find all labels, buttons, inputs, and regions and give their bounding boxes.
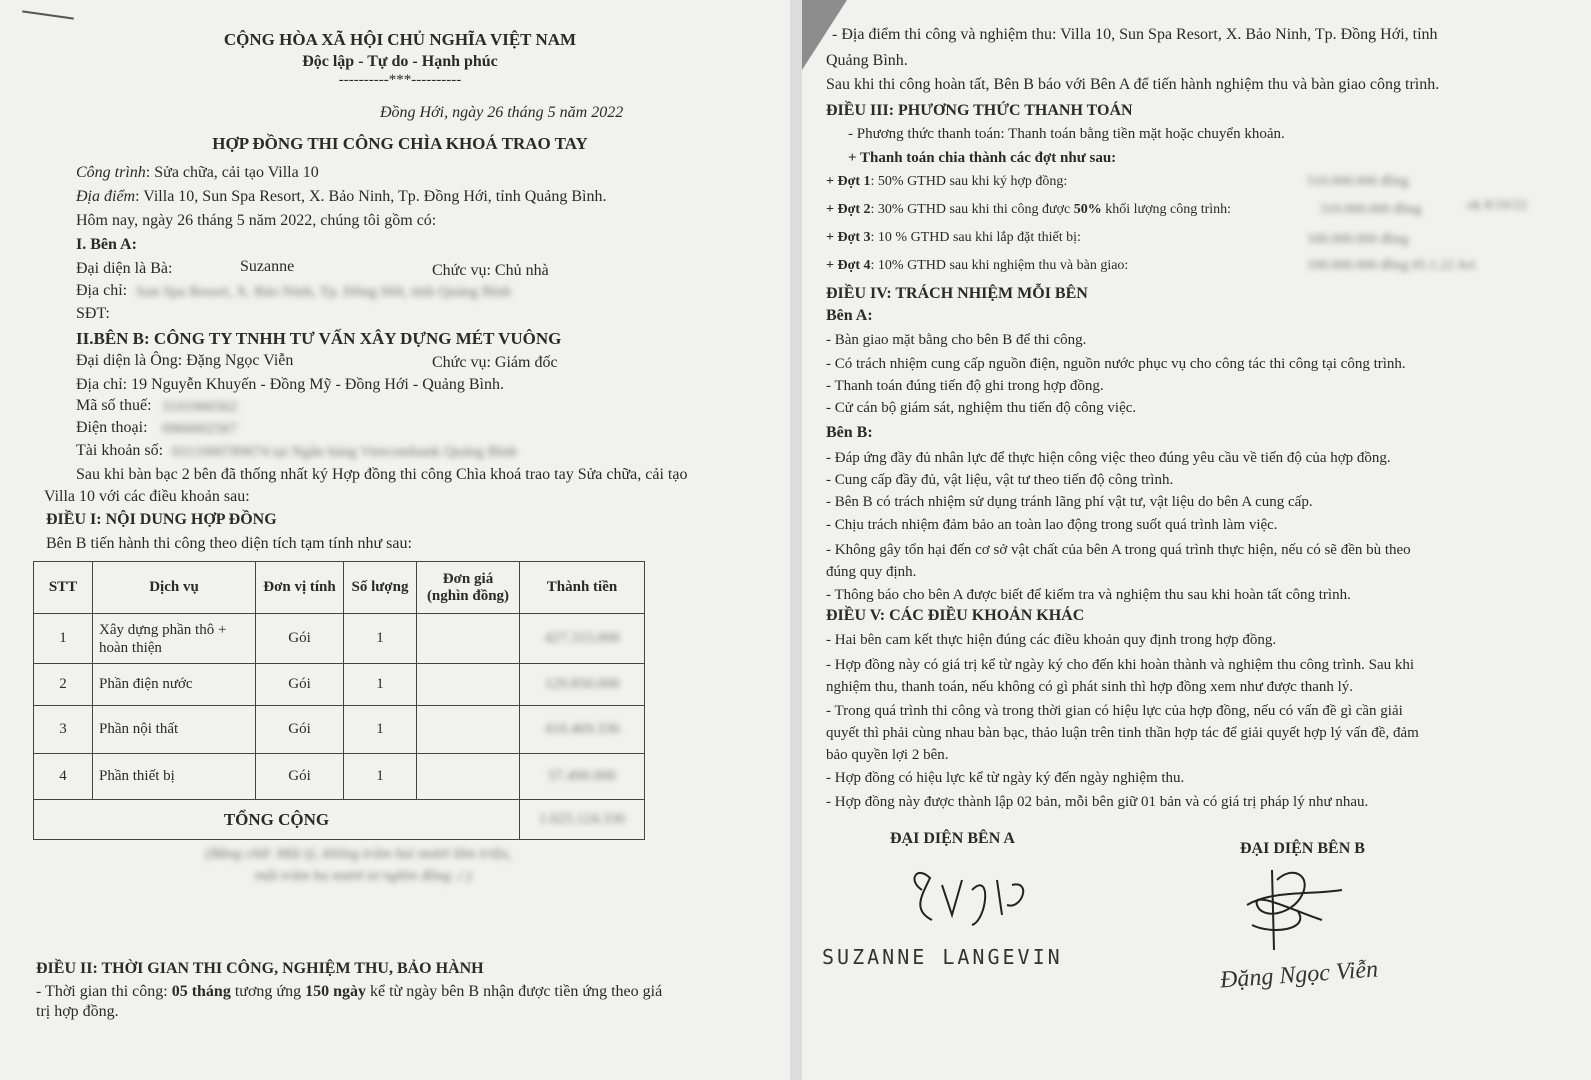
party-b-tax-redacted: 3101066562 xyxy=(162,399,237,415)
cell-service: Phần nội thất xyxy=(93,706,256,754)
signer-b-name: Đặng Ngọc Viễn xyxy=(1219,956,1379,994)
col-header-qty: Số lượng xyxy=(344,562,417,614)
location-value: : Villa 10, Sun Spa Resort, X. Bảo Ninh, Tp. Đồng Hới, tỉnh Quảng Bình. xyxy=(135,188,607,205)
cell-unit: Gói xyxy=(256,614,344,664)
cell-stt: 4 xyxy=(34,754,93,800)
clause: - Hợp đồng có hiệu lực kể từ ngày ký đến ngày nghiệm thu. xyxy=(826,770,1185,786)
p2-location-line: - Địa điểm thi công và nghiệm thu: Villa 10, Sun Spa Resort, X. Bảo Ninh, Tp. Đồng Hới, tỉnh xyxy=(832,26,1438,43)
location-label: Địa điểm xyxy=(76,188,136,205)
col-header-unit: Đơn vị tính xyxy=(256,562,344,614)
cell-service: Xây dựng phần thô + hoàn thiện xyxy=(93,614,256,664)
installment-2 xyxy=(826,202,1231,218)
installment-1-amount-redacted: 510.000.000 đồng xyxy=(1307,174,1409,189)
payment-split: + Thanh toán chia thành các đợt như sau: xyxy=(848,150,1117,166)
party-a-phone-label: SĐT: xyxy=(76,305,110,322)
article-1-text: Bên B tiến hành thi công theo diện tích tạm tính như sau: xyxy=(46,535,412,552)
table-header-row xyxy=(34,562,645,614)
party-a-rep: Suzanne xyxy=(240,258,295,275)
installment-text: : 30% GTHD sau khi thi công được xyxy=(870,202,1074,217)
contract-page-2 xyxy=(802,0,1591,1080)
service-table xyxy=(33,561,645,840)
table-row xyxy=(34,664,645,706)
header-divider: ----------***---------- xyxy=(338,72,462,88)
party-a-duty: - Bàn giao mặt bằng cho bên B để thi công. xyxy=(826,332,1087,348)
installment-4 xyxy=(826,258,1128,274)
article-5-heading: ĐIỀU V: CÁC ĐIỀU KHOẢN KHÁC xyxy=(826,607,1085,624)
party-b-duty: - Thông báo cho bên A được biết để kiểm tra và nghiệm thu sau khi hoàn tất công trình. xyxy=(826,587,1351,603)
cell-qty: 1 xyxy=(344,754,417,800)
p2-location-line-2: Quảng Bình. xyxy=(826,52,908,69)
cell-service: Phần điện nước xyxy=(93,664,256,706)
installment-label: + Đợt 3 xyxy=(826,230,871,245)
installment-text: : 10 % GTHD sau khi lắp đặt thiết bị: xyxy=(870,230,1081,245)
cell-amount-redacted: 427.315.000 xyxy=(520,614,645,664)
cell-unit-price xyxy=(417,664,520,706)
article-2-heading: ĐIỀU II: THỜI GIAN THI CÔNG, NGHIỆM THU, BẢO HÀNH xyxy=(36,960,484,977)
installment-label: + Đợt 4 xyxy=(826,258,871,273)
installment-label: + Đợt 1 xyxy=(826,174,871,189)
text-segment: kể từ ngày bên B nhận được tiền ứng theo giá xyxy=(365,983,663,1000)
project-label: Công trình xyxy=(76,164,146,181)
text-segment: - Thời gian thi công: xyxy=(36,983,172,1000)
installment-3-amount-redacted: 100.000.000 đồng xyxy=(1307,232,1409,247)
col-header-unit-price: Đơn giá (nghìn đồng) xyxy=(417,562,520,614)
party-b-duty-cont: đúng quy định. xyxy=(826,564,917,580)
location-line xyxy=(76,188,606,206)
signature-a xyxy=(902,860,1052,940)
party-a-position: Chức vụ: Chủ nhà xyxy=(432,262,549,279)
party-b-account-redacted: 0311000789674 tại Ngân hàng Vietcombank Quảng Bình xyxy=(172,444,517,460)
cell-amount-redacted: 57.490.000 xyxy=(520,754,645,800)
party-b-duty: - Đáp ứng đầy đủ nhân lực để thực hiện công việc theo đúng yêu cầu về tiến độ của hợp đồng. xyxy=(826,450,1391,466)
cell-qty: 1 xyxy=(344,614,417,664)
cell-qty: 1 xyxy=(344,664,417,706)
clause: - Hợp đồng này được thành lập 02 bản, mỗi bên giữ 01 bản và có giá trị pháp lý như nhau. xyxy=(826,794,1369,810)
installment-1 xyxy=(826,174,1067,190)
clause-cont: nghiệm thu, thanh toán, nếu không có gì phát sinh thì hợp đồng xem như được thanh lý. xyxy=(826,679,1354,695)
cell-qty: 1 xyxy=(344,706,417,754)
text-segment: tương ứng xyxy=(230,983,306,1000)
installment-text: khối lượng công trình: xyxy=(1101,202,1232,217)
cell-unit: Gói xyxy=(256,664,344,706)
intro-line: Hôm nay, ngày 26 tháng 5 năm 2022, chúng tôi gồm có: xyxy=(76,212,437,229)
installment-label: + Đợt 2 xyxy=(826,202,871,217)
party-b-phone-label: Điện thoại: xyxy=(76,419,148,436)
table-row xyxy=(34,754,645,800)
amount-in-words-redacted-2: một trăm ba mươi tư nghìn đồng ./.) xyxy=(255,868,472,884)
cell-amount-redacted: 129.850.000 xyxy=(520,664,645,706)
payment-method: - Phương thức thanh toán: Thanh toán bằng tiền mặt hoặc chuyển khoản. xyxy=(848,126,1285,142)
party-a-duties-heading: Bên A: xyxy=(826,307,873,324)
clause-cont: quyết thì phải cùng nhau bàn bạc, thảo luận trên tinh thần hợp tác để giải quyết hợp lý vấn đề, đảm xyxy=(826,725,1419,741)
party-b-tax-label: Mã số thuế: xyxy=(76,397,152,414)
duration-months: 05 tháng xyxy=(171,983,231,1000)
cell-unit: Gói xyxy=(256,706,344,754)
installment-text: : 50% GTHD sau khi ký hợp đồng: xyxy=(870,174,1068,189)
installment-text: : 10% GTHD sau khi nghiệm thu và bàn giao: xyxy=(870,258,1129,273)
col-header-service: Dịch vụ xyxy=(93,562,256,614)
clause-cont: bảo quyền lợi 2 bên. xyxy=(826,747,949,763)
party-a-address-redacted: Sun Spa Resort, X. Bảo Ninh, Tp. Đồng Hới, tỉnh Quảng Bình xyxy=(136,284,512,300)
sign-b-title: ĐẠI DIỆN BÊN B xyxy=(1240,840,1365,857)
party-a-rep-label: Đại diện là Bà: xyxy=(76,260,173,277)
party-a-address-label: Địa chỉ: xyxy=(76,282,128,299)
contract-page-1 xyxy=(0,0,790,1080)
clause: - Hợp đồng này có giá trị kể từ ngày ký cho đến khi hoàn thành và nghiệm thu công trình. Sau khi xyxy=(826,657,1415,673)
total-label: TỔNG CỘNG xyxy=(34,800,520,840)
party-b-account-label: Tài khoản số: xyxy=(76,442,164,459)
installment-percent: 50% xyxy=(1073,202,1102,217)
party-a-heading: I. Bên A: xyxy=(76,236,137,253)
article-1-heading: ĐIỀU I: NỘI DUNG HỢP ĐỒNG xyxy=(46,511,277,528)
project-line xyxy=(76,164,319,182)
party-b-phone-redacted: 0966002567 xyxy=(162,421,237,437)
col-header-amount: Thành tiền xyxy=(520,562,645,614)
installment-2-amount-redacted: 310.000.000 đồng xyxy=(1320,202,1422,217)
table-row xyxy=(34,706,645,754)
article-4-heading: ĐIỀU IV: TRÁCH NHIỆM MỖI BÊN xyxy=(826,285,1088,302)
cell-unit-price xyxy=(417,754,520,800)
party-b-address: Địa chỉ: 19 Nguyễn Khuyến - Đồng Mỹ - Đồng Hới - Quảng Bình. xyxy=(76,376,504,393)
cell-amount-redacted: 410.469.336 xyxy=(520,706,645,754)
project-value: : Sửa chữa, cải tạo Villa 10 xyxy=(145,164,319,181)
signature-b xyxy=(1232,860,1362,960)
article-3-heading: ĐIỀU III: PHƯƠNG THỨC THANH TOÁN xyxy=(826,102,1133,119)
installment-4-amount-redacted: 100.000.000 đồng 05.1.22 Ari xyxy=(1307,258,1476,273)
party-b-heading: II.BÊN B: CÔNG TY TNHH TƯ VẤN XÂY DỰNG MÉT VUÔNG xyxy=(76,329,562,348)
agreement-line-2: Villa 10 với các điều khoản sau: xyxy=(44,488,250,505)
party-b-position: Chức vụ: Giám đốc xyxy=(432,354,558,371)
p2-handover-line: Sau khi thi công hoàn tất, Bên B báo với Bên A để tiến hành nghiệm thu và bàn giao công trình. xyxy=(826,76,1440,93)
amount-in-words-redacted-1: (Bằng chữ: Một tỷ, không trăm hai mươi lăm triệu, xyxy=(205,846,512,862)
party-b-rep: Đại diện là Ông: Đặng Ngọc Viễn xyxy=(76,352,294,369)
installment-3 xyxy=(826,230,1081,246)
national-motto: Độc lập - Tự do - Hạnh phúc xyxy=(302,53,498,70)
col-header-stt: STT xyxy=(34,562,93,614)
cell-stt: 1 xyxy=(34,614,93,664)
table-row xyxy=(34,614,645,664)
clause: - Hai bên cam kết thực hiện đúng các điều khoản quy định trong hợp đồng. xyxy=(826,632,1277,648)
party-b-duty: - Cung cấp đầy đủ, vật liệu, vật tư theo tiến độ công trình. xyxy=(826,472,1174,488)
duration-days: 150 ngày xyxy=(305,983,366,1000)
cell-unit-price xyxy=(417,614,520,664)
party-b-duty: - Không gây tổn hại đến cơ sở vật chất của bên A trong quá trình thực hiện, nếu có sẽ đền bù theo xyxy=(826,542,1411,558)
installment-2-note-redacted: ok 8/10/22 xyxy=(1467,198,1528,213)
article-2-line-2: trị hợp đồng. xyxy=(36,1003,119,1020)
party-a-duty: - Thanh toán đúng tiến độ ghi trong hợp đồng. xyxy=(826,378,1104,394)
party-b-duties-heading: Bên B: xyxy=(826,424,873,441)
cell-stt: 3 xyxy=(34,706,93,754)
cell-service: Phần thiết bị xyxy=(93,754,256,800)
signer-a-name: SUZANNE LANGEVIN xyxy=(822,945,1063,969)
national-title: CỘNG HÒA XÃ HỘI CHỦ NGHĨA VIỆT NAM xyxy=(223,30,577,49)
table-total-row xyxy=(34,800,645,840)
cell-stt: 2 xyxy=(34,664,93,706)
pen-mark xyxy=(22,10,74,19)
contract-title: HỢP ĐỒNG THI CÔNG CHÌA KHOÁ TRAO TAY xyxy=(212,134,588,153)
sign-a-title: ĐẠI DIỆN BÊN A xyxy=(890,830,1015,847)
dateline: Đồng Hới, ngày 26 tháng 5 năm 2022 xyxy=(380,104,624,121)
article-2-line-1 xyxy=(36,983,662,1001)
cell-unit: Gói xyxy=(256,754,344,800)
party-b-duty: - Bên B có trách nhiệm sử dụng tránh lãng phí vật tư, vật liệu do bên A cung cấp. xyxy=(826,494,1313,510)
total-value-redacted: 1.025.124.336 xyxy=(520,800,645,840)
agreement-line-1: Sau khi bàn bạc 2 bên đã thống nhất ký Hợp đồng thi công Chìa khoá trao tay Sửa chữa, cải tạo xyxy=(76,466,688,483)
party-a-duty: - Cử cán bộ giám sát, nghiệm thu tiến độ công việc. xyxy=(826,400,1137,416)
clause: - Trong quá trình thi công và trong thời gian có hiệu lực của hợp đồng, nếu có vấn đề gì cần giải xyxy=(826,703,1403,719)
party-b-duty: - Chịu trách nhiệm đảm bảo an toàn lao động trong suốt quá trình làm việc. xyxy=(826,517,1278,533)
cell-unit-price xyxy=(417,706,520,754)
party-a-duty: - Có trách nhiệm cung cấp nguồn điện, nguồn nước phục vụ cho công tác thi công tại công trình. xyxy=(826,356,1406,372)
